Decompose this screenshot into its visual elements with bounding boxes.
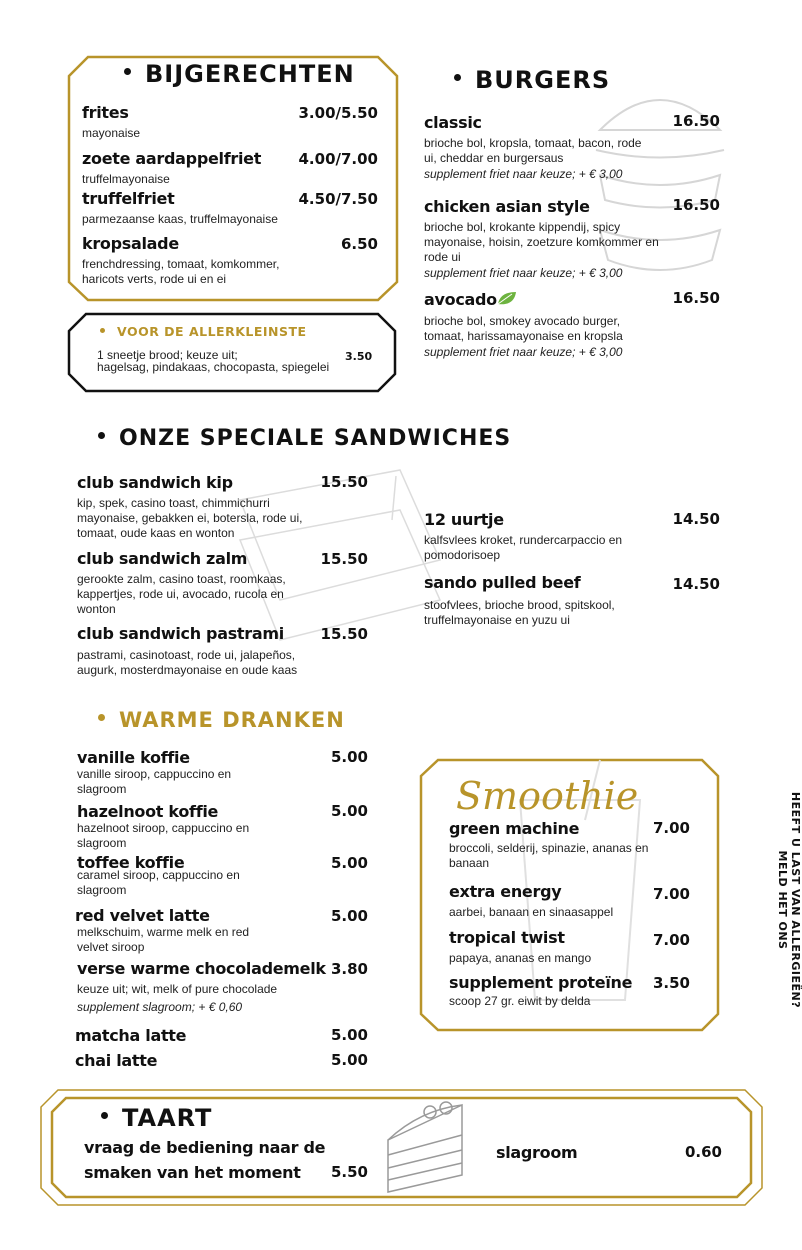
menu-item-name: chicken asian style — [424, 197, 590, 216]
menu-item-name: club sandwich kip — [77, 473, 233, 492]
menu-item-desc: pastrami, casinotoast, rode ui, jalapeños, augurk, mosterdmayonaise en oude kaas — [77, 648, 298, 677]
burgers-heading: BURGERS — [454, 66, 610, 94]
bullet-icon — [101, 1112, 108, 1119]
menu-item-note: supplement friet naar keuze; + € 3,00 — [424, 167, 623, 181]
bullet-icon — [124, 68, 131, 75]
taart-line-1: vraag de bediening naar de — [84, 1138, 326, 1157]
menu-item-price: 6.50 — [340, 235, 378, 253]
menu-item-desc: brioche bol, kropsla, tomaat, bacon, rode ui, cheddar en burgersaus — [424, 136, 642, 165]
menu-item-name: zoete aardappelfriet — [82, 149, 262, 168]
menu-item-name: vanille koffie — [77, 748, 190, 767]
bullet-icon — [454, 74, 461, 81]
menu-item-price: 4.00/7.00 — [298, 150, 378, 168]
sandwiches-heading: ONZE SPECIALE SANDWICHES — [98, 426, 511, 451]
menu-item-name: classic — [424, 113, 482, 132]
menu-item-desc: brioche bol, krokante kippendij, spicy mayonaise, hoisin, zoetzure komkommer en rode ui — [424, 220, 659, 264]
menu-item-note: supplement friet naar keuze; + € 3,00 — [424, 266, 623, 280]
menu-item-price: 4.50/7.50 — [298, 190, 378, 208]
menu-item-name: verse warme chocolademelk — [77, 959, 326, 978]
menu-item-name: toffee koffie — [77, 853, 185, 872]
menu-item-desc: broccoli, selderij, spinazie, ananas en banaan — [449, 841, 649, 870]
menu-item-desc: brioche bol, smokey avocado burger, tomaat, harissamayonaise en kropsla — [424, 314, 623, 343]
bullet-icon — [98, 714, 105, 721]
menu-item-name: kropsalade — [82, 234, 179, 253]
taart-extra-price: 0.60 — [684, 1143, 722, 1161]
menu-item-price: 3.00/5.50 — [298, 104, 378, 122]
bullet-icon — [100, 328, 105, 333]
menu-item-price: 14.50 — [672, 510, 720, 528]
menu-item-price: 3.80 — [330, 960, 368, 978]
menu-item-desc: truffelmayonaise — [82, 172, 170, 186]
menu-item-name: hazelnoot koffie — [77, 802, 219, 821]
menu-item-name: club sandwich pastrami — [77, 624, 284, 643]
taart-line-2: smaken van het moment — [84, 1163, 301, 1182]
menu-item-desc: aarbei, banaan en sinaasappel — [449, 905, 614, 919]
menu-item-desc: papaya, ananas en mango — [449, 951, 592, 965]
cake-slice-icon — [388, 1102, 462, 1192]
menu-item-price: 5.00 — [330, 802, 368, 820]
menu-item-name: chai latte — [75, 1051, 158, 1070]
menu-item-note: supplement slagroom; + € 0,60 — [77, 1000, 243, 1014]
menu-item-desc: melkschuim, warme melk en red velvet siroop — [77, 925, 250, 954]
menu-item-price: 7.00 — [652, 819, 690, 837]
menu-item-price: 5.00 — [330, 907, 368, 925]
menu-item-price: 5.00 — [330, 854, 368, 872]
menu-item-desc: vanille siroop, cappuccino en slagroom — [77, 767, 232, 796]
menu-item-desc: gerookte zalm, casino toast, roomkaas, kappertjes, rode ui, avocado, rucola en wonton — [77, 572, 286, 616]
menu-item-name: 12 uurtje — [424, 510, 504, 529]
menu-item-name: sando pulled beef — [424, 573, 581, 592]
menu-item-price: 14.50 — [672, 575, 720, 593]
menu-item-name: matcha latte — [75, 1026, 187, 1045]
menu-item-desc: caramel siroop, cappuccino en slagroom — [77, 868, 240, 897]
menu-item-note: supplement friet naar keuze; + € 3,00 — [424, 345, 623, 359]
menu-item-price: 5.00 — [330, 1026, 368, 1044]
taart-extra-name: slagroom — [496, 1143, 578, 1162]
menu-item-name: tropical twist — [449, 928, 565, 947]
menu-item-price: 5.00 — [330, 1051, 368, 1069]
menu-item-name: supplement proteïne — [449, 973, 633, 992]
menu-item-name: frites — [82, 103, 129, 122]
kids-line-2: hagelsag, pindakaas, chocopasta, spiegelei — [97, 360, 330, 374]
kids-line-1: 1 sneetje brood; keuze uit; — [97, 348, 238, 362]
smoothie-heading: Smoothie — [456, 774, 639, 818]
menu-item-price: 15.50 — [320, 550, 368, 568]
menu-item-price: 3.50 — [652, 974, 690, 992]
menu-item-name: extra energy — [449, 882, 562, 901]
kids-heading: VOOR DE ALLERKLEINSTE — [100, 324, 307, 339]
kids-price: 3.50 — [345, 350, 373, 363]
bijgerechten-heading: BIJGERECHTEN — [124, 60, 355, 88]
menu-item-name: red velvet latte — [75, 906, 210, 925]
menu-item-desc: kalfsvlees kroket, rundercarpaccio en pomodorisoep — [424, 533, 623, 562]
menu-item-desc: stoofvlees, brioche brood, spitskool, truffelmayonaise en yuzu ui — [424, 598, 615, 627]
allergy-note — [776, 770, 802, 1030]
menu-item-price: 15.50 — [320, 625, 368, 643]
menu-item-desc: hazelnoot siroop, cappuccino en slagroom — [77, 821, 250, 850]
allergy-line-2: MELD HET ONS — [776, 850, 789, 950]
menu-item-price: 16.50 — [672, 289, 720, 307]
menu-item-name: truffelfriet — [82, 189, 175, 208]
menu-item-desc: mayonaise — [82, 126, 141, 140]
menu-item-name: club sandwich zalm — [77, 549, 248, 568]
allergy-line-1: HEEFT U LAST VAN ALLERGIEËN? — [789, 791, 802, 1009]
menu-item-desc: kip, spek, casino toast, chimmichurri mayonaise, gebakken ei, botersla, rode ui, tomaat, oude kaas en wonton — [77, 496, 303, 540]
menu-item-price: 15.50 — [320, 473, 368, 491]
menu-item-name: avocado — [424, 290, 497, 309]
menu-item-name: green machine — [449, 819, 580, 838]
menu-item-desc: keuze uit; wit, melk of pure chocolade — [77, 982, 278, 996]
warme-dranken-heading: WARME DRANKEN — [98, 708, 345, 732]
menu-item-price: 7.00 — [652, 885, 690, 903]
menu-item-desc: parmezaanse kaas, truffelmayonaise — [82, 212, 278, 226]
menu-item-price: 7.00 — [652, 931, 690, 949]
menu-item-desc: scoop 27 gr. eiwit by delda — [449, 994, 591, 1008]
menu-item-desc: frenchdressing, tomaat, komkommer, haricots verts, rode ui en ei — [82, 257, 280, 286]
menu-item-price: 5.00 — [330, 748, 368, 766]
bullet-icon — [98, 432, 105, 439]
menu-item-price: 16.50 — [672, 196, 720, 214]
taart-price: 5.50 — [330, 1163, 368, 1181]
menu-item-price: 16.50 — [672, 112, 720, 130]
leaf-icon — [498, 292, 516, 304]
taart-heading: TAART — [101, 1104, 212, 1132]
